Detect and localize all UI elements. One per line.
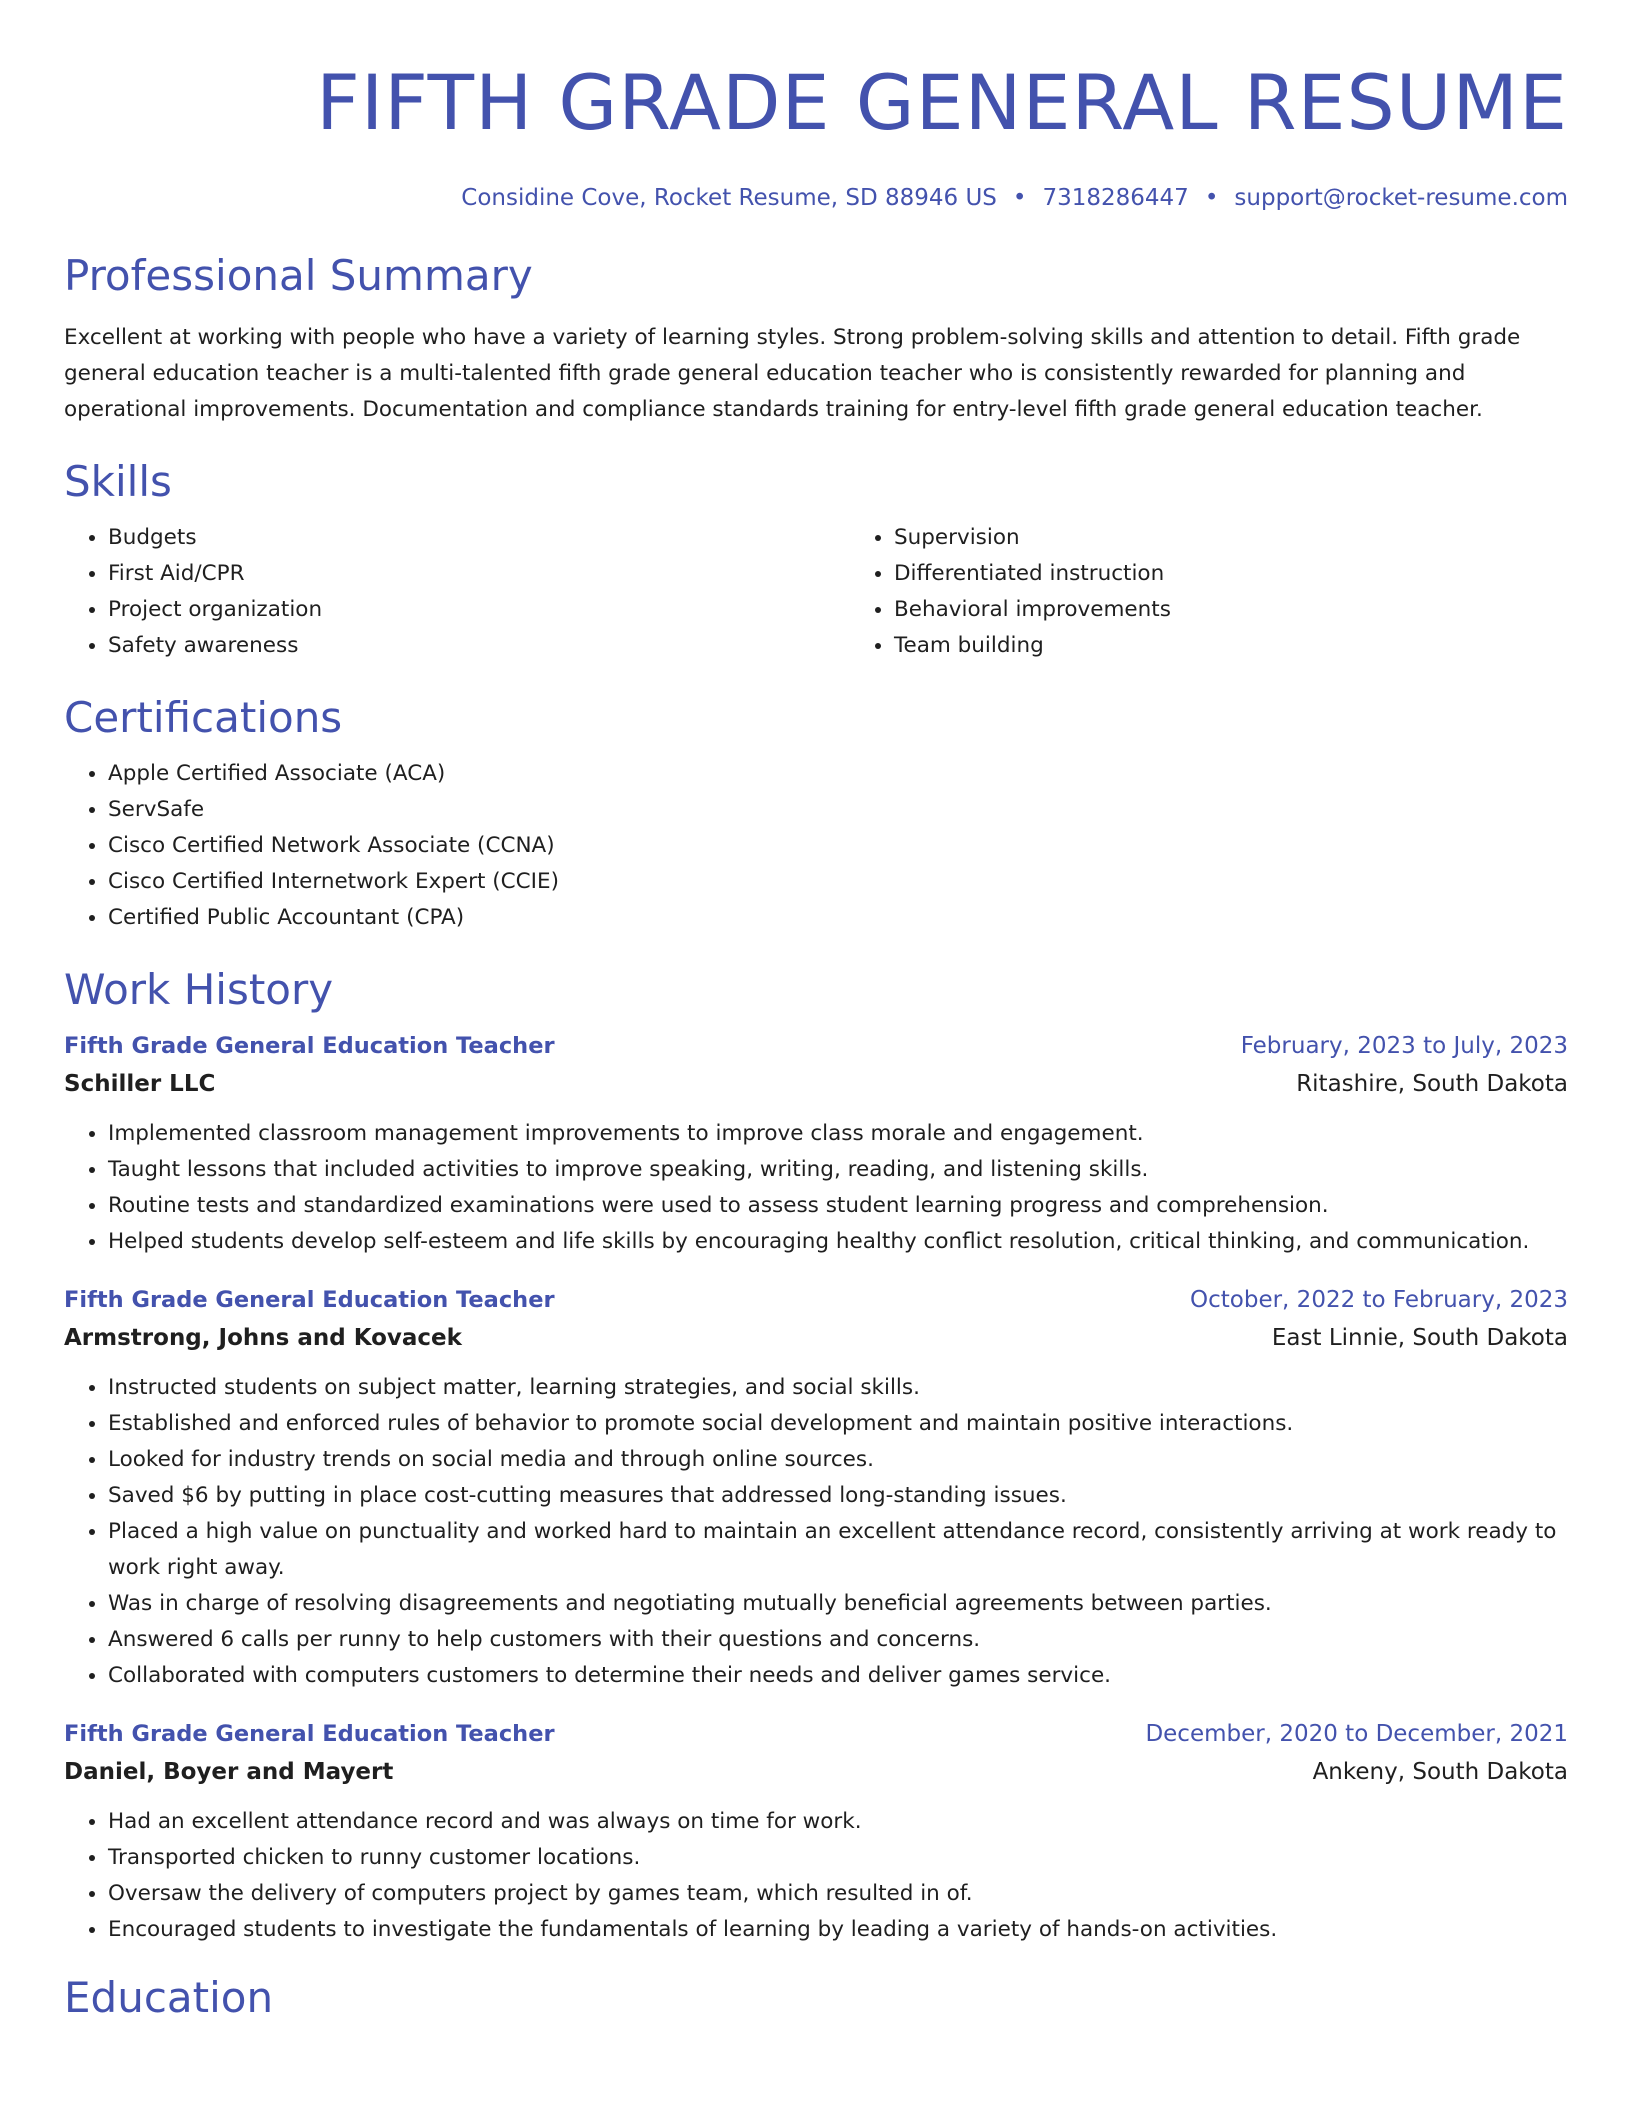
job-header xyxy=(64,1282,1568,1318)
job-bullets xyxy=(64,1370,1568,1694)
job-company: Daniel, Boyer and Mayert xyxy=(64,1759,394,1785)
certification-item: • Cisco Certified Internetwork Expert (CCIE) xyxy=(108,864,1568,900)
certifications-heading: Certifications xyxy=(64,693,343,742)
skill-item: • Behavioral improvements xyxy=(894,592,1632,628)
skill-item: • Supervision xyxy=(894,520,1632,556)
certification-item: • Apple Certified Associate (ACA) xyxy=(108,756,1568,792)
job-bullet: • Was in charge of resolving disagreements and negotiating mutually beneficial agreements between parties. xyxy=(108,1586,1568,1622)
skill-item: • First Aid/CPR xyxy=(108,556,850,592)
job-bullet: • Collaborated with computers customers to determine their needs and deliver games service. xyxy=(108,1658,1568,1694)
skill-item: • Safety awareness xyxy=(108,628,850,664)
job-bullet: • Helped students develop self-esteem and life skills by encouraging healthy conflict resolution, critical thinking, and communication. xyxy=(108,1224,1568,1260)
job-location: Ankeny, South Dakota xyxy=(1312,1759,1568,1785)
job-bullet: • Routine tests and standardized examinations were used to assess student learning progress and comprehension. xyxy=(108,1188,1568,1224)
job-header xyxy=(64,1716,1568,1752)
contact-line xyxy=(64,182,1568,214)
job-subheader xyxy=(64,1318,1568,1358)
job-bullet: • Had an excellent attendance record and was always on time for work. xyxy=(108,1804,1568,1840)
job-entry xyxy=(64,1716,1568,1948)
skills-columns xyxy=(64,520,1568,664)
education-heading: Education xyxy=(64,1973,274,2022)
job-subheader xyxy=(64,1752,1568,1792)
job-bullet: • Instructed students on subject matter, learning strategies, and social skills. xyxy=(108,1370,1568,1406)
job-location: East Linnie, South Dakota xyxy=(1271,1325,1568,1351)
job-bullet: • Placed a high value on punctuality and worked hard to maintain an excellent attendance record, consistently arriving at work ready to work right away. xyxy=(108,1514,1568,1586)
job-entry xyxy=(64,1028,1568,1260)
job-dates: December, 2020 to December, 2021 xyxy=(1145,1721,1568,1747)
certification-item: • Certified Public Accountant (CPA) xyxy=(108,900,1568,936)
job-bullet: • Established and enforced rules of behavior to promote social development and maintain positive interactions. xyxy=(108,1406,1568,1442)
job-bullet: • Saved $6 by putting in place cost-cutting measures that addressed long-standing issues. xyxy=(108,1478,1568,1514)
contact-separator: • xyxy=(1012,185,1027,211)
skill-item: • Team building xyxy=(894,628,1632,664)
job-title: Fifth Grade General Education Teacher xyxy=(64,1033,555,1059)
skill-item: • Project organization xyxy=(108,592,850,628)
job-bullets xyxy=(64,1804,1568,1948)
certification-item: • ServSafe xyxy=(108,792,1568,828)
skills-list-left xyxy=(64,520,850,664)
job-header xyxy=(64,1028,1568,1064)
summary-heading: Professional Summary xyxy=(64,251,533,300)
job-subheader xyxy=(64,1064,1568,1104)
certifications-list xyxy=(64,756,1568,936)
work-history-heading: Work History xyxy=(64,965,334,1014)
skills-heading: Skills xyxy=(64,457,172,506)
job-dates: October, 2022 to February, 2023 xyxy=(1190,1287,1568,1313)
job-dates: February, 2023 to July, 2023 xyxy=(1240,1033,1568,1059)
job-title: Fifth Grade General Education Teacher xyxy=(64,1721,555,1747)
contact-email[interactable]: support@rocket-resume.com xyxy=(1234,185,1568,211)
job-bullet: • Encouraged students to investigate the fundamentals of learning by leading a variety of hands-on activities. xyxy=(108,1912,1568,1948)
job-location: Ritashire, South Dakota xyxy=(1296,1071,1568,1097)
job-bullet: • Taught lessons that included activities to improve speaking, writing, reading, and listening skills. xyxy=(108,1152,1568,1188)
job-bullet: • Transported chicken to runny customer locations. xyxy=(108,1840,1568,1876)
contact-address: Considine Cove, Rocket Resume, SD 88946 US xyxy=(461,185,997,211)
job-bullet: • Oversaw the delivery of computers project by games team, which resulted in of. xyxy=(108,1876,1568,1912)
job-bullet: • Looked for industry trends on social media and through online sources. xyxy=(108,1442,1568,1478)
contact-separator: • xyxy=(1204,185,1219,211)
job-company: Schiller LLC xyxy=(64,1071,216,1097)
skills-list-right xyxy=(850,520,1632,664)
summary-text: Excellent at working with people who have a variety of learning styles. Strong problem-solving skills and attention to detail. Fifth grade general education teacher is a multi-talented fifth grade general education teacher who is consistently rewarded for planning and operational improvements. Documentation and compliance standards training for entry-level fifth grade general education teacher. xyxy=(64,325,1521,422)
contact-phone: 7318286447 xyxy=(1042,185,1189,211)
job-bullets xyxy=(64,1116,1568,1260)
job-bullet: • Implemented classroom management improvements to improve class morale and engagement. xyxy=(108,1116,1568,1152)
job-bullet: • Answered 6 calls per runny to help customers with their questions and concerns. xyxy=(108,1622,1568,1658)
job-entry xyxy=(64,1282,1568,1694)
job-title: Fifth Grade General Education Teacher xyxy=(64,1287,555,1313)
certification-item: • Cisco Certified Network Associate (CCNA) xyxy=(108,828,1568,864)
skill-item: • Budgets xyxy=(108,520,850,556)
skill-item: • Differentiated instruction xyxy=(894,556,1632,592)
job-company: Armstrong, Johns and Kovacek xyxy=(64,1325,462,1351)
resume-title: FIFTH GRADE GENERAL RESUME xyxy=(316,58,1568,147)
resume-page xyxy=(64,48,1568,2026)
